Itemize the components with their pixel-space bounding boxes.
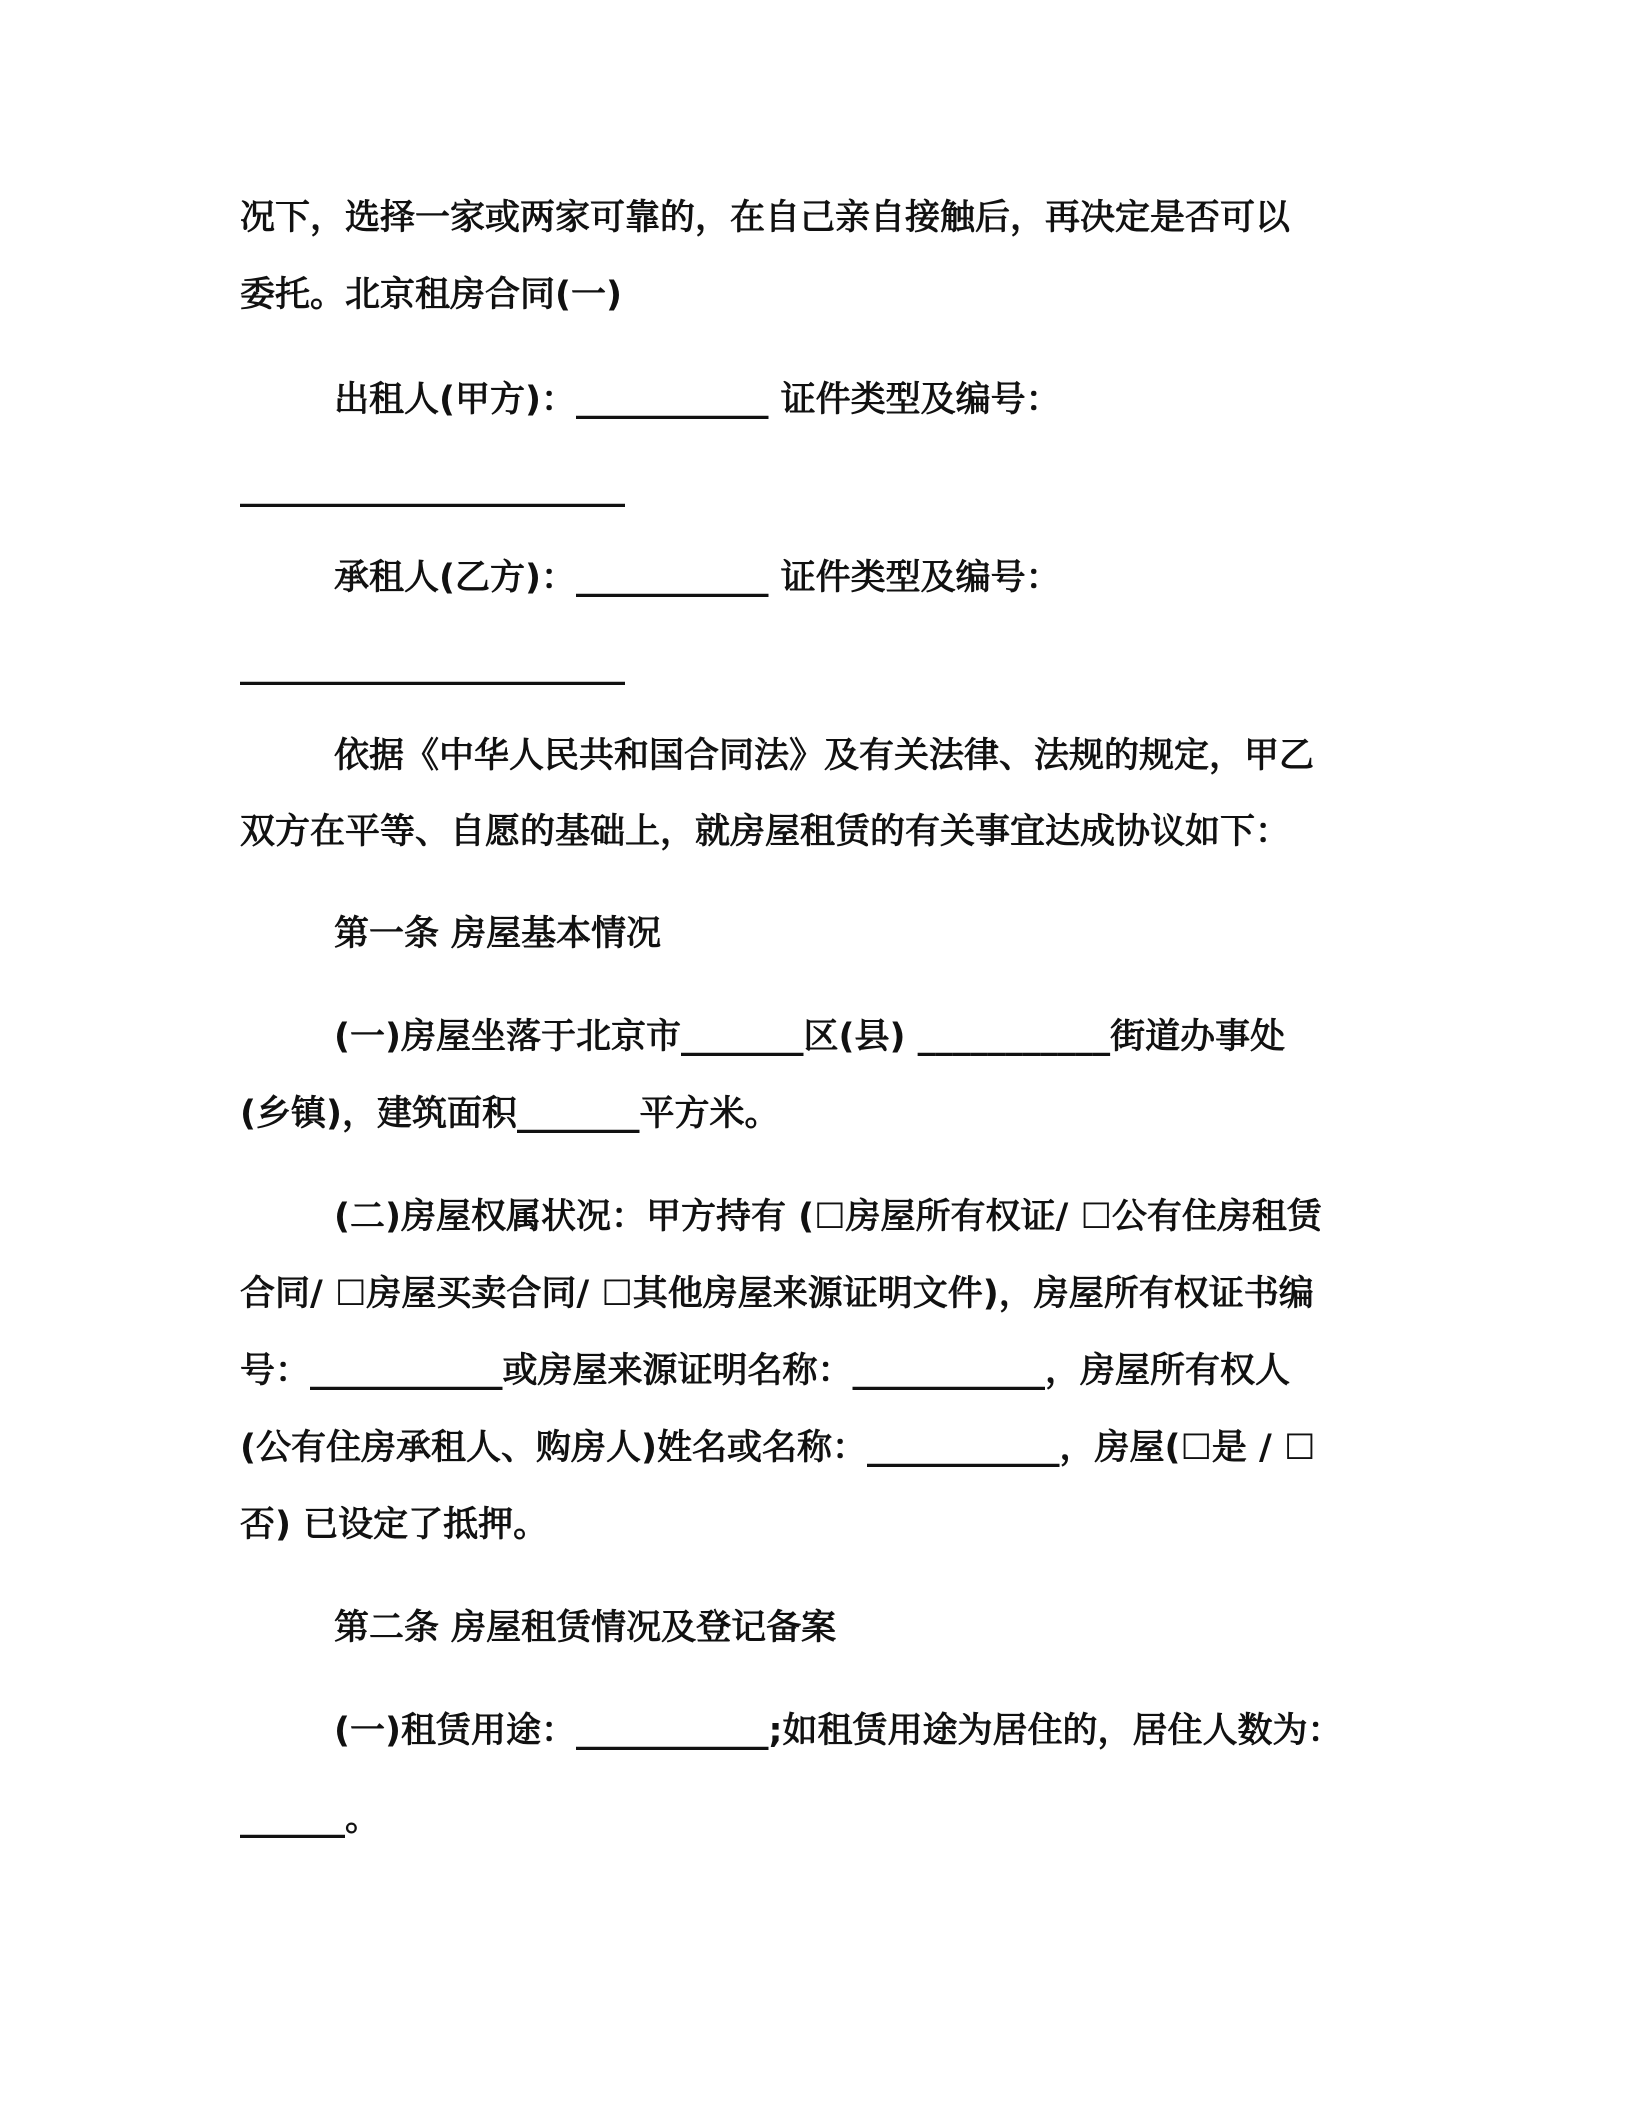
landlord-line: 出租人(甲方)：___________ 证件类型及编号： xyxy=(334,380,1061,420)
body-text-line: 双方在平等、自愿的基础上，就房屋租赁的有关事宜达成协议如下： xyxy=(240,812,1291,852)
body-text-line: 否) 已设定了抵押。 xyxy=(240,1505,549,1545)
body-text-line: (一)房屋坐落于北京市_______区(县) ___________街道办事处 xyxy=(334,1017,1286,1057)
tenant-line: 承租人(乙方)：___________ 证件类型及编号： xyxy=(334,558,1061,598)
body-text-line: 委托。北京租房合同(一) xyxy=(240,275,622,315)
body-text-line: (乡镇)，建筑面积_______平方米。 xyxy=(240,1094,780,1134)
body-text-line: 依据《中华人民共和国合同法》及有关法律、法规的规定，甲乙 xyxy=(334,736,1315,776)
body-text-line: ______。 xyxy=(240,1799,381,1839)
body-text-line: (公有住房承租人、购房人)姓名或名称：___________，房屋(☐是 / ☐ xyxy=(240,1428,1316,1468)
body-text-line: 号：___________或房屋来源证明名称：___________，房屋所有权人 xyxy=(240,1351,1291,1391)
body-text-line: (二)房屋权属状况：甲方持有 (☐房屋所有权证/ ☐公有住房租赁 xyxy=(334,1197,1322,1237)
blank-line: ______________________ xyxy=(240,468,625,508)
body-text-line: 合同/ ☐房屋买卖合同/ ☐其他房屋来源证明文件)，房屋所有权证书编 xyxy=(240,1274,1314,1314)
body-text-line: 况下，选择一家或两家可靠的，在自己亲自接触后，再决定是否可以 xyxy=(240,198,1291,238)
section-heading: 第二条 房屋租赁情况及登记备案 xyxy=(334,1608,837,1648)
section-heading: 第一条 房屋基本情况 xyxy=(334,914,662,954)
body-text-line: (一)租赁用途：___________;如租赁用途为居住的，居住人数为： xyxy=(334,1711,1343,1751)
blank-line: ______________________ xyxy=(240,646,625,686)
